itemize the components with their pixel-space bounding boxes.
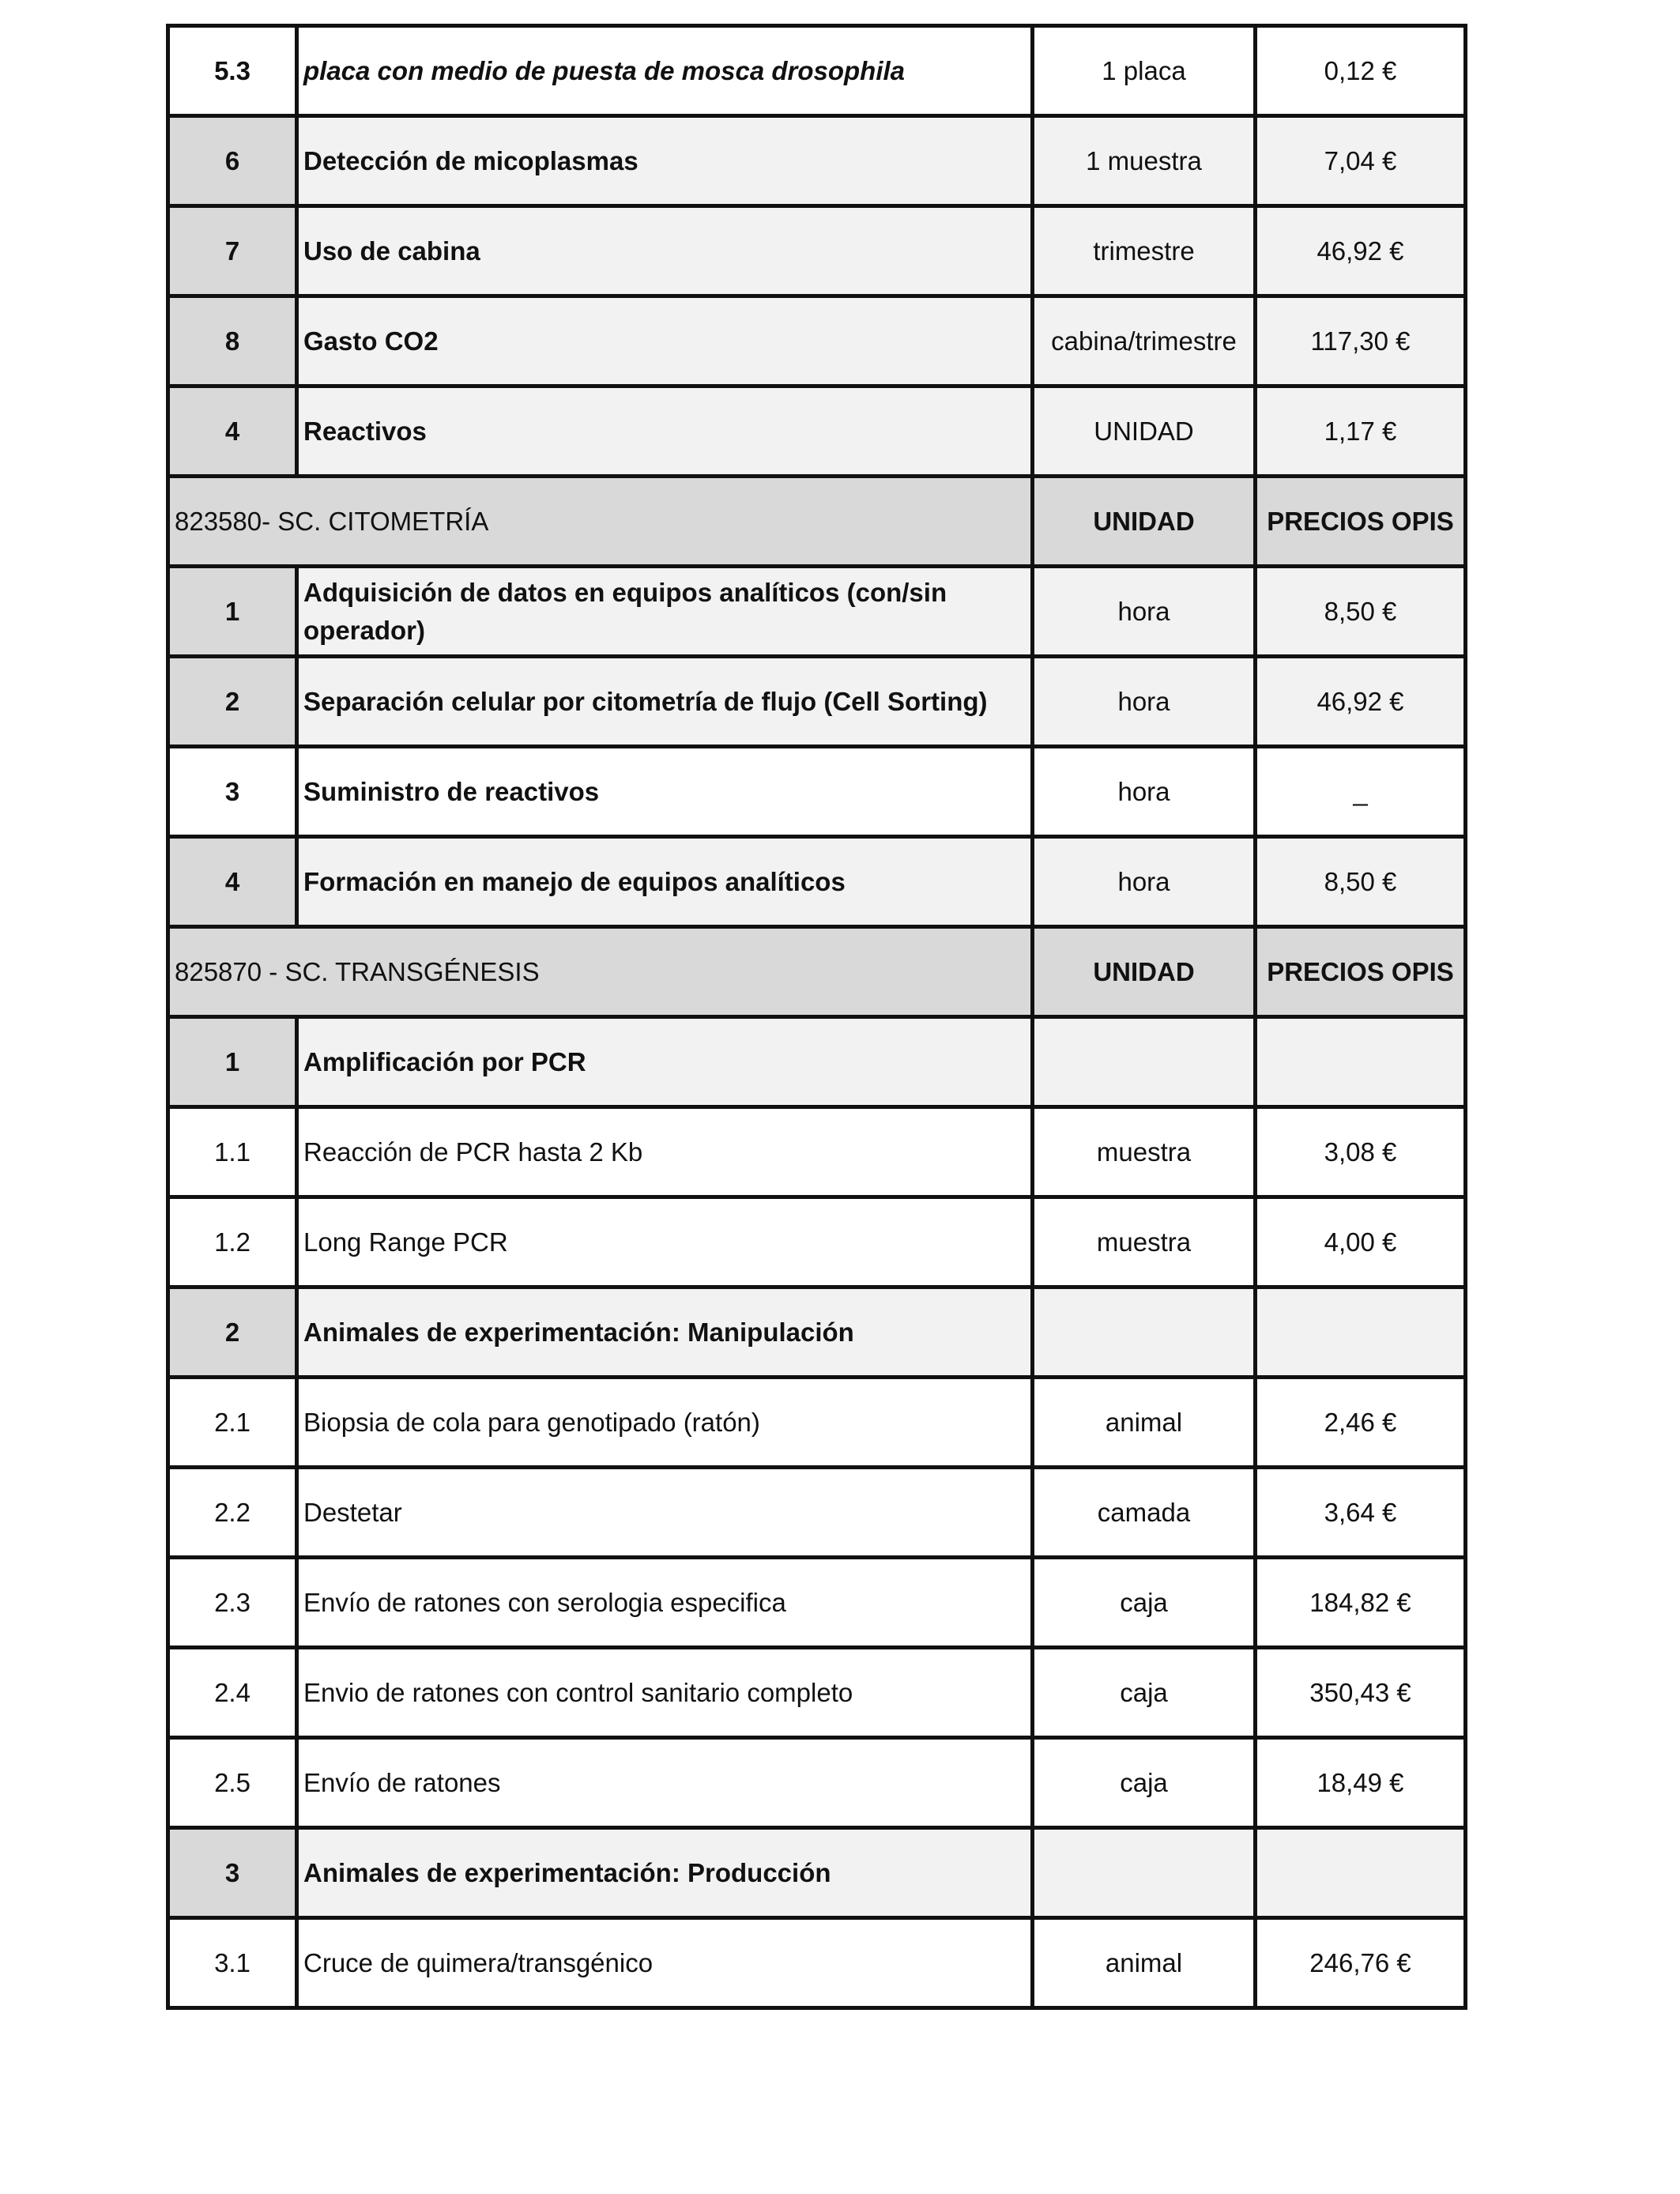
item-unit: hora xyxy=(1033,657,1256,747)
item-description: Amplificación por PCR xyxy=(297,1017,1033,1107)
table-row xyxy=(168,747,1466,837)
table-row xyxy=(168,1918,1466,2008)
item-unit: 1 placa xyxy=(1033,26,1256,116)
category-row xyxy=(168,567,1466,657)
item-description: Animales de experimentación: Manipulación xyxy=(297,1287,1033,1378)
item-description: Biopsia de cola para genotipado (ratón) xyxy=(297,1378,1033,1468)
item-code: 2 xyxy=(168,1287,297,1378)
section-header-row xyxy=(168,477,1466,567)
item-unit xyxy=(1033,1287,1256,1378)
category-row xyxy=(168,296,1466,386)
item-unit: caja xyxy=(1033,1648,1256,1738)
item-description: placa con medio de puesta de mosca drosophila xyxy=(297,26,1033,116)
item-unit: camada xyxy=(1033,1468,1256,1558)
item-code: 4 xyxy=(168,837,297,927)
item-code: 5.3 xyxy=(168,26,297,116)
item-description: Formación en manejo de equipos analíticos xyxy=(297,837,1033,927)
item-code: 1.2 xyxy=(168,1197,297,1287)
category-row xyxy=(168,116,1466,206)
item-description: Detección de micoplasmas xyxy=(297,116,1033,206)
item-unit: muestra xyxy=(1033,1197,1256,1287)
unit-column-header: UNIDAD xyxy=(1033,927,1256,1017)
item-code: 2.5 xyxy=(168,1738,297,1828)
item-code: 3 xyxy=(168,747,297,837)
item-description: Long Range PCR xyxy=(297,1197,1033,1287)
item-description: Gasto CO2 xyxy=(297,296,1033,386)
table-row xyxy=(168,1378,1466,1468)
item-price: 8,50 € xyxy=(1256,837,1466,927)
item-code: 2 xyxy=(168,657,297,747)
table-row xyxy=(168,26,1466,116)
item-unit: animal xyxy=(1033,1378,1256,1468)
item-description: Uso de cabina xyxy=(297,206,1033,296)
item-unit: hora xyxy=(1033,567,1256,657)
item-code: 1 xyxy=(168,1017,297,1107)
category-row xyxy=(168,1287,1466,1378)
item-code: 2.1 xyxy=(168,1378,297,1468)
item-code: 1.1 xyxy=(168,1107,297,1197)
item-code: 3 xyxy=(168,1828,297,1918)
item-unit: 1 muestra xyxy=(1033,116,1256,206)
item-unit: muestra xyxy=(1033,1107,1256,1197)
table-row xyxy=(168,1558,1466,1648)
item-description: Reactivos xyxy=(297,386,1033,477)
table-row xyxy=(168,1738,1466,1828)
item-unit: UNIDAD xyxy=(1033,386,1256,477)
category-row xyxy=(168,837,1466,927)
item-unit: animal xyxy=(1033,1918,1256,2008)
item-code: 8 xyxy=(168,296,297,386)
unit-column-header: UNIDAD xyxy=(1033,477,1256,567)
category-row xyxy=(168,386,1466,477)
section-title: 825870 - SC. TRANSGÉNESIS xyxy=(168,927,1033,1017)
price-column-header: PRECIOS OPIS xyxy=(1256,927,1466,1017)
item-price: 8,50 € xyxy=(1256,567,1466,657)
item-price: _ xyxy=(1256,747,1466,837)
item-price: 4,00 € xyxy=(1256,1197,1466,1287)
item-price: 117,30 € xyxy=(1256,296,1466,386)
item-price xyxy=(1256,1287,1466,1378)
item-description: Cruce de quimera/transgénico xyxy=(297,1918,1033,2008)
item-description: Envío de ratones con serologia especifica xyxy=(297,1558,1033,1648)
price-column-header: PRECIOS OPIS xyxy=(1256,477,1466,567)
item-price: 246,76 € xyxy=(1256,1918,1466,2008)
item-code: 4 xyxy=(168,386,297,477)
table-row xyxy=(168,1468,1466,1558)
item-price xyxy=(1256,1017,1466,1107)
item-price: 46,92 € xyxy=(1256,206,1466,296)
table-row xyxy=(168,1107,1466,1197)
item-price: 3,64 € xyxy=(1256,1468,1466,1558)
item-unit: hora xyxy=(1033,837,1256,927)
item-price: 184,82 € xyxy=(1256,1558,1466,1648)
item-price: 18,49 € xyxy=(1256,1738,1466,1828)
category-row xyxy=(168,657,1466,747)
item-description: Envio de ratones con control sanitario completo xyxy=(297,1648,1033,1738)
item-unit: trimestre xyxy=(1033,206,1256,296)
item-description: Envío de ratones xyxy=(297,1738,1033,1828)
item-unit: hora xyxy=(1033,747,1256,837)
item-code: 2.2 xyxy=(168,1468,297,1558)
item-description: Suministro de reactivos xyxy=(297,747,1033,837)
item-unit xyxy=(1033,1017,1256,1107)
item-unit: caja xyxy=(1033,1558,1256,1648)
item-price: 46,92 € xyxy=(1256,657,1466,747)
item-code: 1 xyxy=(168,567,297,657)
table-body xyxy=(168,26,1466,2008)
item-description: Destetar xyxy=(297,1468,1033,1558)
item-price: 350,43 € xyxy=(1256,1648,1466,1738)
item-code: 2.3 xyxy=(168,1558,297,1648)
category-row xyxy=(168,1828,1466,1918)
item-unit: caja xyxy=(1033,1738,1256,1828)
item-code: 7 xyxy=(168,206,297,296)
section-title: 823580- SC. CITOMETRÍA xyxy=(168,477,1033,567)
section-header-row xyxy=(168,927,1466,1017)
item-price: 7,04 € xyxy=(1256,116,1466,206)
category-row xyxy=(168,206,1466,296)
item-price: 0,12 € xyxy=(1256,26,1466,116)
price-table xyxy=(166,24,1467,2010)
item-code: 2.4 xyxy=(168,1648,297,1738)
table-row xyxy=(168,1197,1466,1287)
category-row xyxy=(168,1017,1466,1107)
table-row xyxy=(168,1648,1466,1738)
item-price: 1,17 € xyxy=(1256,386,1466,477)
item-code: 6 xyxy=(168,116,297,206)
item-price: 3,08 € xyxy=(1256,1107,1466,1197)
item-description: Reacción de PCR hasta 2 Kb xyxy=(297,1107,1033,1197)
item-price xyxy=(1256,1828,1466,1918)
item-description: Adquisición de datos en equipos analíticos (con/sin operador) xyxy=(297,567,1033,657)
item-code: 3.1 xyxy=(168,1918,297,2008)
item-unit: cabina/trimestre xyxy=(1033,296,1256,386)
item-unit xyxy=(1033,1828,1256,1918)
item-description: Separación celular por citometría de flujo (Cell Sorting) xyxy=(297,657,1033,747)
item-description: Animales de experimentación: Producción xyxy=(297,1828,1033,1918)
item-price: 2,46 € xyxy=(1256,1378,1466,1468)
